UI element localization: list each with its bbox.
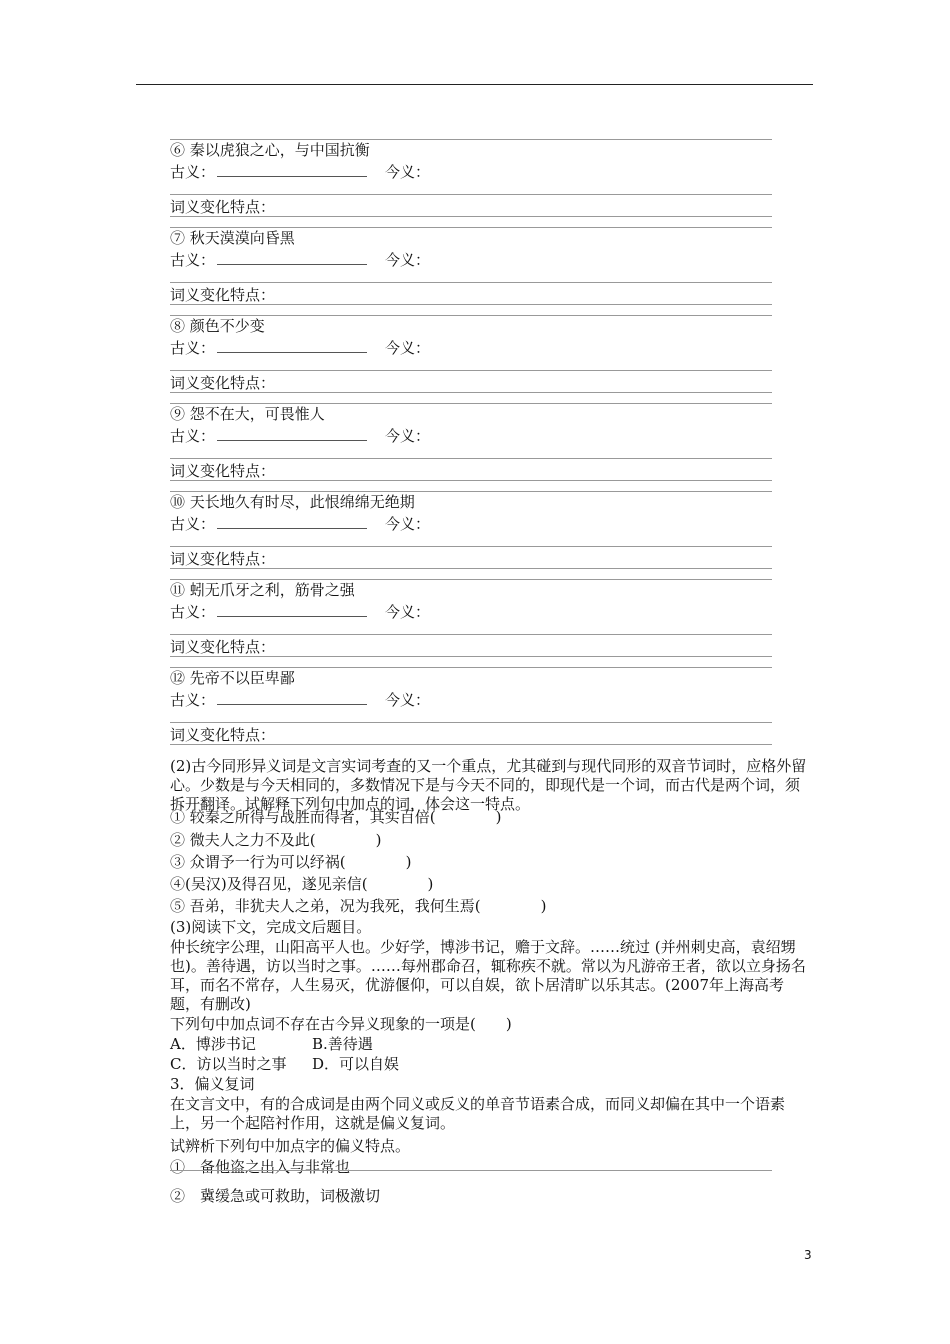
option-a: A．博涉书记 <box>170 1035 256 1053</box>
answer-line <box>170 227 772 228</box>
ancient-meaning-label: 古义： <box>170 603 216 621</box>
section3-intro: (3)阅读下文，完成文后题目。 <box>170 918 372 936</box>
ancient-meaning-label: 古义： <box>170 339 216 357</box>
example-sentence: ⑦ 秋天漠漠向昏黑 <box>170 229 295 247</box>
ancient-meaning-label: 古义： <box>170 427 216 445</box>
option-c: C．访以当时之事 <box>170 1055 287 1073</box>
example-sentence: ⑪ 蚓无爪牙之利，筋骨之强 <box>170 581 355 599</box>
section2-intro: (2)古今同形异义词是文言实词考查的又一个重点，尤其碰到与现代同形的双音节词时，应格外留心。少数是与今天相同的，多数情况下是与今天不同的，即现代是一个词，而古代是两个词，须拆开翻译。试解释下列句中加点的词，体会这一特点。 <box>170 757 807 813</box>
example-sentence: ⑩ 天长地久有时尽，此恨绵绵无绝期 <box>170 493 415 511</box>
answer-line <box>170 139 772 140</box>
answer-line <box>170 667 772 668</box>
answer-line <box>170 480 772 481</box>
ancient-meaning-label: 古义： <box>170 251 216 269</box>
example-sentence: ⑥ 秦以虎狼之心，与中国抗衡 <box>170 141 370 159</box>
section4-intro: 在文言文中，有的合成词是由两个同义或反义的单音节语素合成，而同义却偏在其中一个语素上，另一个起陪衬作用，这就是偏义复词。 <box>170 1095 786 1132</box>
section4-question-2: ② 冀缓急或可救助，词极激切 <box>170 1187 381 1205</box>
section3-question: 下列句中加点词不存在古今异义现象的一项是( ) <box>170 1015 512 1033</box>
section2-question-2: ② 微夫人之力不及此( ) <box>170 831 382 849</box>
change-feature-label: 词义变化特点： <box>170 550 276 568</box>
modern-meaning-label: 今义： <box>385 515 431 533</box>
answer-line <box>170 744 772 745</box>
modern-meaning-label: 今义： <box>385 339 431 357</box>
meaning-row <box>170 250 430 269</box>
section4-question-1: ① 备他盗之出入与非常也 <box>170 1158 351 1176</box>
answer-line <box>170 315 772 316</box>
change-feature-label: 词义变化特点： <box>170 726 276 744</box>
page-number: 3 <box>804 1248 812 1262</box>
answer-line <box>170 722 772 723</box>
answer-line <box>170 491 772 492</box>
section3-passage: 仲长统字公理，山阳高平人也。少好学，博涉书记，赡于文辞。……统过 (并州刺史高，袁绍甥也)。善待遇，访以当时之事。……每州郡命召，辄称疾不就。常以为凡游帝王者，欲以立身扬名耳，而名不常存，人生易灭，优游偃仰，可以自娱，欲卜居清旷以乐其志。(2007年上海高考题，有删改) <box>170 938 806 1013</box>
section2-question-4: ④(吴汉)及得召见，遂见亲信( ) <box>170 875 434 893</box>
answer-line <box>170 403 772 404</box>
example-sentence: ⑨ 怨不在大，可畏惟人 <box>170 405 325 423</box>
header-rule <box>136 84 813 85</box>
section2-question-5: ⑤ 吾弟，非犹夫人之弟，况为我死，我何生焉( ) <box>170 897 547 915</box>
modern-meaning-label: 今义： <box>385 691 431 709</box>
answer-line <box>170 634 772 635</box>
change-feature-label: 词义变化特点： <box>170 462 276 480</box>
section2-question-1: ① 较秦之所得与战胜而得者，其实百倍( ) <box>170 808 502 826</box>
answer-line <box>170 656 772 657</box>
change-feature-label: 词义变化特点： <box>170 374 276 392</box>
answer-line <box>170 194 772 195</box>
meaning-row <box>170 514 430 533</box>
ancient-meaning-blank[interactable] <box>217 690 367 705</box>
modern-meaning-label: 今义： <box>385 251 431 269</box>
ancient-meaning-blank[interactable] <box>217 250 367 265</box>
section2-question-3: ③ 众谓予一行为可以纾祸( ) <box>170 853 412 871</box>
ancient-meaning-blank[interactable] <box>217 426 367 441</box>
meaning-row <box>170 426 430 445</box>
answer-line <box>170 392 772 393</box>
meaning-row <box>170 690 430 709</box>
answer-line <box>170 458 772 459</box>
change-feature-label: 词义变化特点： <box>170 198 276 216</box>
answer-line <box>170 568 772 569</box>
answer-line <box>170 579 772 580</box>
section4-title: 3．偏义复词 <box>170 1075 255 1093</box>
example-sentence: ⑧ 颜色不少变 <box>170 317 265 335</box>
ancient-meaning-label: 古义： <box>170 515 216 533</box>
option-d: D．可以自娱 <box>312 1055 400 1073</box>
answer-line <box>170 1170 772 1171</box>
answer-line <box>170 216 772 217</box>
answer-line <box>170 304 772 305</box>
answer-line <box>170 282 772 283</box>
section4-instruction: 试辨析下列句中加点字的偏义特点。 <box>170 1137 411 1155</box>
modern-meaning-label: 今义： <box>385 603 431 621</box>
example-sentence: ⑫ 先帝不以臣卑鄙 <box>170 669 295 687</box>
ancient-meaning-blank[interactable] <box>217 338 367 353</box>
modern-meaning-label: 今义： <box>385 163 431 181</box>
ancient-meaning-blank[interactable] <box>217 514 367 529</box>
answer-line <box>170 546 772 547</box>
change-feature-label: 词义变化特点： <box>170 638 276 656</box>
meaning-row <box>170 338 430 357</box>
ancient-meaning-blank[interactable] <box>217 162 367 177</box>
ancient-meaning-blank[interactable] <box>217 602 367 617</box>
answer-line <box>170 370 772 371</box>
modern-meaning-label: 今义： <box>385 427 431 445</box>
meaning-row <box>170 162 430 181</box>
change-feature-label: 词义变化特点： <box>170 286 276 304</box>
meaning-row <box>170 602 430 621</box>
ancient-meaning-label: 古义： <box>170 691 216 709</box>
option-b: B.善待遇 <box>312 1035 373 1053</box>
ancient-meaning-label: 古义： <box>170 163 216 181</box>
